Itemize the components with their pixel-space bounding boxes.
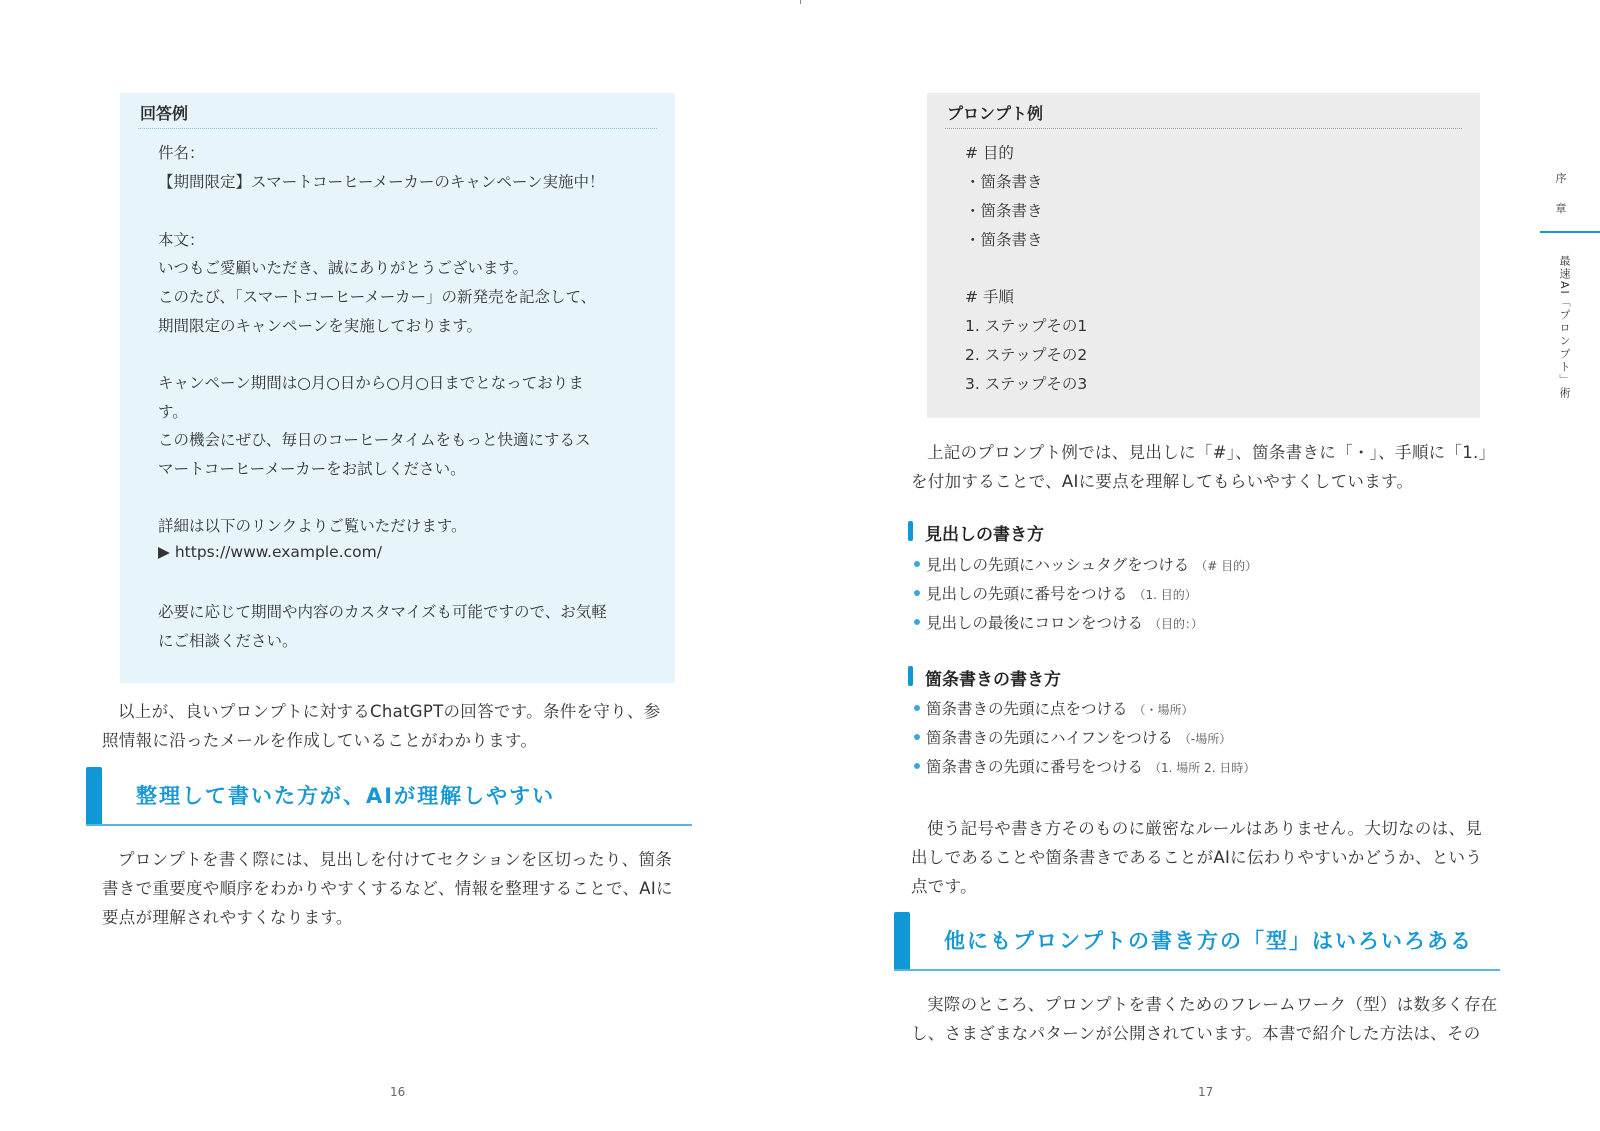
- answer-line: 【期間限定】スマートコーヒーメーカーのキャンペーン実施中！: [158, 173, 605, 191]
- answer-line: このたび、「スマートコーヒーメーカー」の新発売を記念して、: [158, 288, 597, 306]
- prompt-line: 3. ステップその3: [965, 375, 1088, 393]
- right-page: [800, 0, 1600, 1131]
- prompt-line: # 目的: [965, 144, 1014, 162]
- body-text-line: 書きで重要度や順序をわかりやすくするなど、情報を整理することで、AIに: [102, 879, 673, 898]
- heading-accent-bar: [894, 912, 910, 971]
- heading-underline: [86, 824, 692, 826]
- answer-line: キャンペーン期間は○月○日から○月○日までとなっておりま: [158, 374, 584, 392]
- answer-box-title: 回答例: [140, 104, 189, 123]
- body-text-line: 上記のプロンプト例では、見出しに「#」、箇条書きに「・」、手順に「1.」: [927, 443, 1496, 462]
- answer-line: マートコーヒーメーカーをお試しください。: [158, 460, 466, 478]
- prompt-box-title: プロンプト例: [947, 104, 1044, 123]
- chapter-tab-rule: [1540, 231, 1600, 233]
- body-text-line: 以上が、良いプロンプトに対するChatGPTの回答です。条件を守り、参: [118, 702, 661, 721]
- prompt-line: # 手順: [965, 288, 1014, 306]
- prompt-box-divider: [945, 128, 1462, 129]
- chapter-label-char: 章: [1555, 202, 1567, 215]
- bullet-item: 見出しの先頭にハッシュタグをつける （# 目的）: [926, 556, 1258, 574]
- answer-line: す。: [158, 403, 188, 421]
- answer-line: 詳細は以下のリンクよりご覧いただけます。: [158, 517, 467, 535]
- prompt-line: ・箇条書き: [965, 173, 1043, 191]
- body-text-line: を付加することで、AIに要点を理解してもらいやすくしています。: [911, 472, 1414, 491]
- body-text-line: し、さまざまなパターンが公開されています。本書で紹介した方法は、その: [911, 1024, 1481, 1043]
- body-text-line: 点です。: [911, 877, 977, 896]
- answer-line: いつもご愛顧いただき、誠にありがとうございます。: [158, 259, 529, 277]
- bullet-dot: [914, 619, 920, 625]
- prompt-line: 2. ステップその2: [965, 346, 1088, 364]
- answer-example-box: [120, 93, 675, 683]
- bullet-dot: [914, 590, 920, 596]
- page-number: 17: [1198, 1085, 1214, 1099]
- body-text-line: 実際のところ、プロンプトを書くためのフレームワーク（型）は数多く存在: [927, 995, 1498, 1014]
- body-text-line: 出しであることや箇条書きであることがAIに伝わりやすいかどうか、という: [911, 848, 1483, 867]
- bullet-item: 見出しの先頭に番号をつける （1. 目的）: [926, 585, 1197, 603]
- section-heading: 整理して書いた方が、AIが理解しやすい: [136, 784, 556, 808]
- answer-line: 件名：: [158, 144, 205, 162]
- answer-box-divider: [138, 128, 657, 129]
- subheading: 箇条書きの書き方: [925, 670, 1061, 690]
- body-text-line: 要点が理解されやすくなります。: [102, 908, 353, 927]
- prompt-example-box: [927, 93, 1480, 418]
- answer-line: この機会にぜひ、毎日のコーヒータイムをもっと快適にするス: [158, 431, 591, 449]
- answer-link-line: ▶ https://www.example.com/: [158, 543, 382, 561]
- subheading-accent-bar: [908, 521, 913, 541]
- bullet-item: 見出しの最後にコロンをつける （目的：）: [926, 614, 1204, 632]
- bullet-dot: [914, 763, 920, 769]
- prompt-line: 1. ステップその1: [965, 317, 1088, 335]
- bullet-dot: [914, 561, 920, 567]
- prompt-line: ・箇条書き: [965, 231, 1043, 249]
- section-heading: 他にもプロンプトの書き方の「型」はいろいろある: [944, 929, 1473, 953]
- bullet-item: 箇条書きの先頭にハイフンをつける （-場所）: [926, 729, 1232, 747]
- bullet-item: 箇条書きの先頭に番号をつける （1. 場所 2. 日時）: [926, 758, 1256, 776]
- subheading: 見出しの書き方: [925, 525, 1044, 545]
- subheading-accent-bar: [908, 666, 913, 686]
- bullet-dot: [914, 705, 920, 711]
- answer-line: にご相談ください。: [158, 632, 298, 650]
- chapter-title-vertical: 最速AI「プロンプト」術: [1558, 255, 1571, 400]
- body-text-line: 使う記号や書き方そのものに厳密なルールはありません。大切なのは、見: [927, 819, 1483, 838]
- body-text-line: 照情報に沿ったメールを作成していることがわかります。: [102, 731, 538, 750]
- prompt-line: ・箇条書き: [965, 202, 1043, 220]
- answer-line: 期間限定のキャンペーンを実施しております。: [158, 317, 482, 335]
- page-number: 16: [390, 1085, 406, 1099]
- heading-accent-bar: [86, 767, 102, 826]
- answer-line: 本文：: [158, 231, 205, 249]
- answer-line: 必要に応じて期間や内容のカスタマイズも可能ですので、お気軽: [158, 603, 607, 621]
- body-text-line: プロンプトを書く際には、見出しを付けてセクションを区切ったり、箇条: [118, 850, 673, 869]
- heading-underline: [894, 969, 1500, 971]
- chapter-label-char: 序: [1555, 172, 1567, 185]
- bullet-dot: [914, 734, 920, 740]
- bullet-item: 箇条書きの先頭に点をつける （・場所）: [926, 700, 1194, 718]
